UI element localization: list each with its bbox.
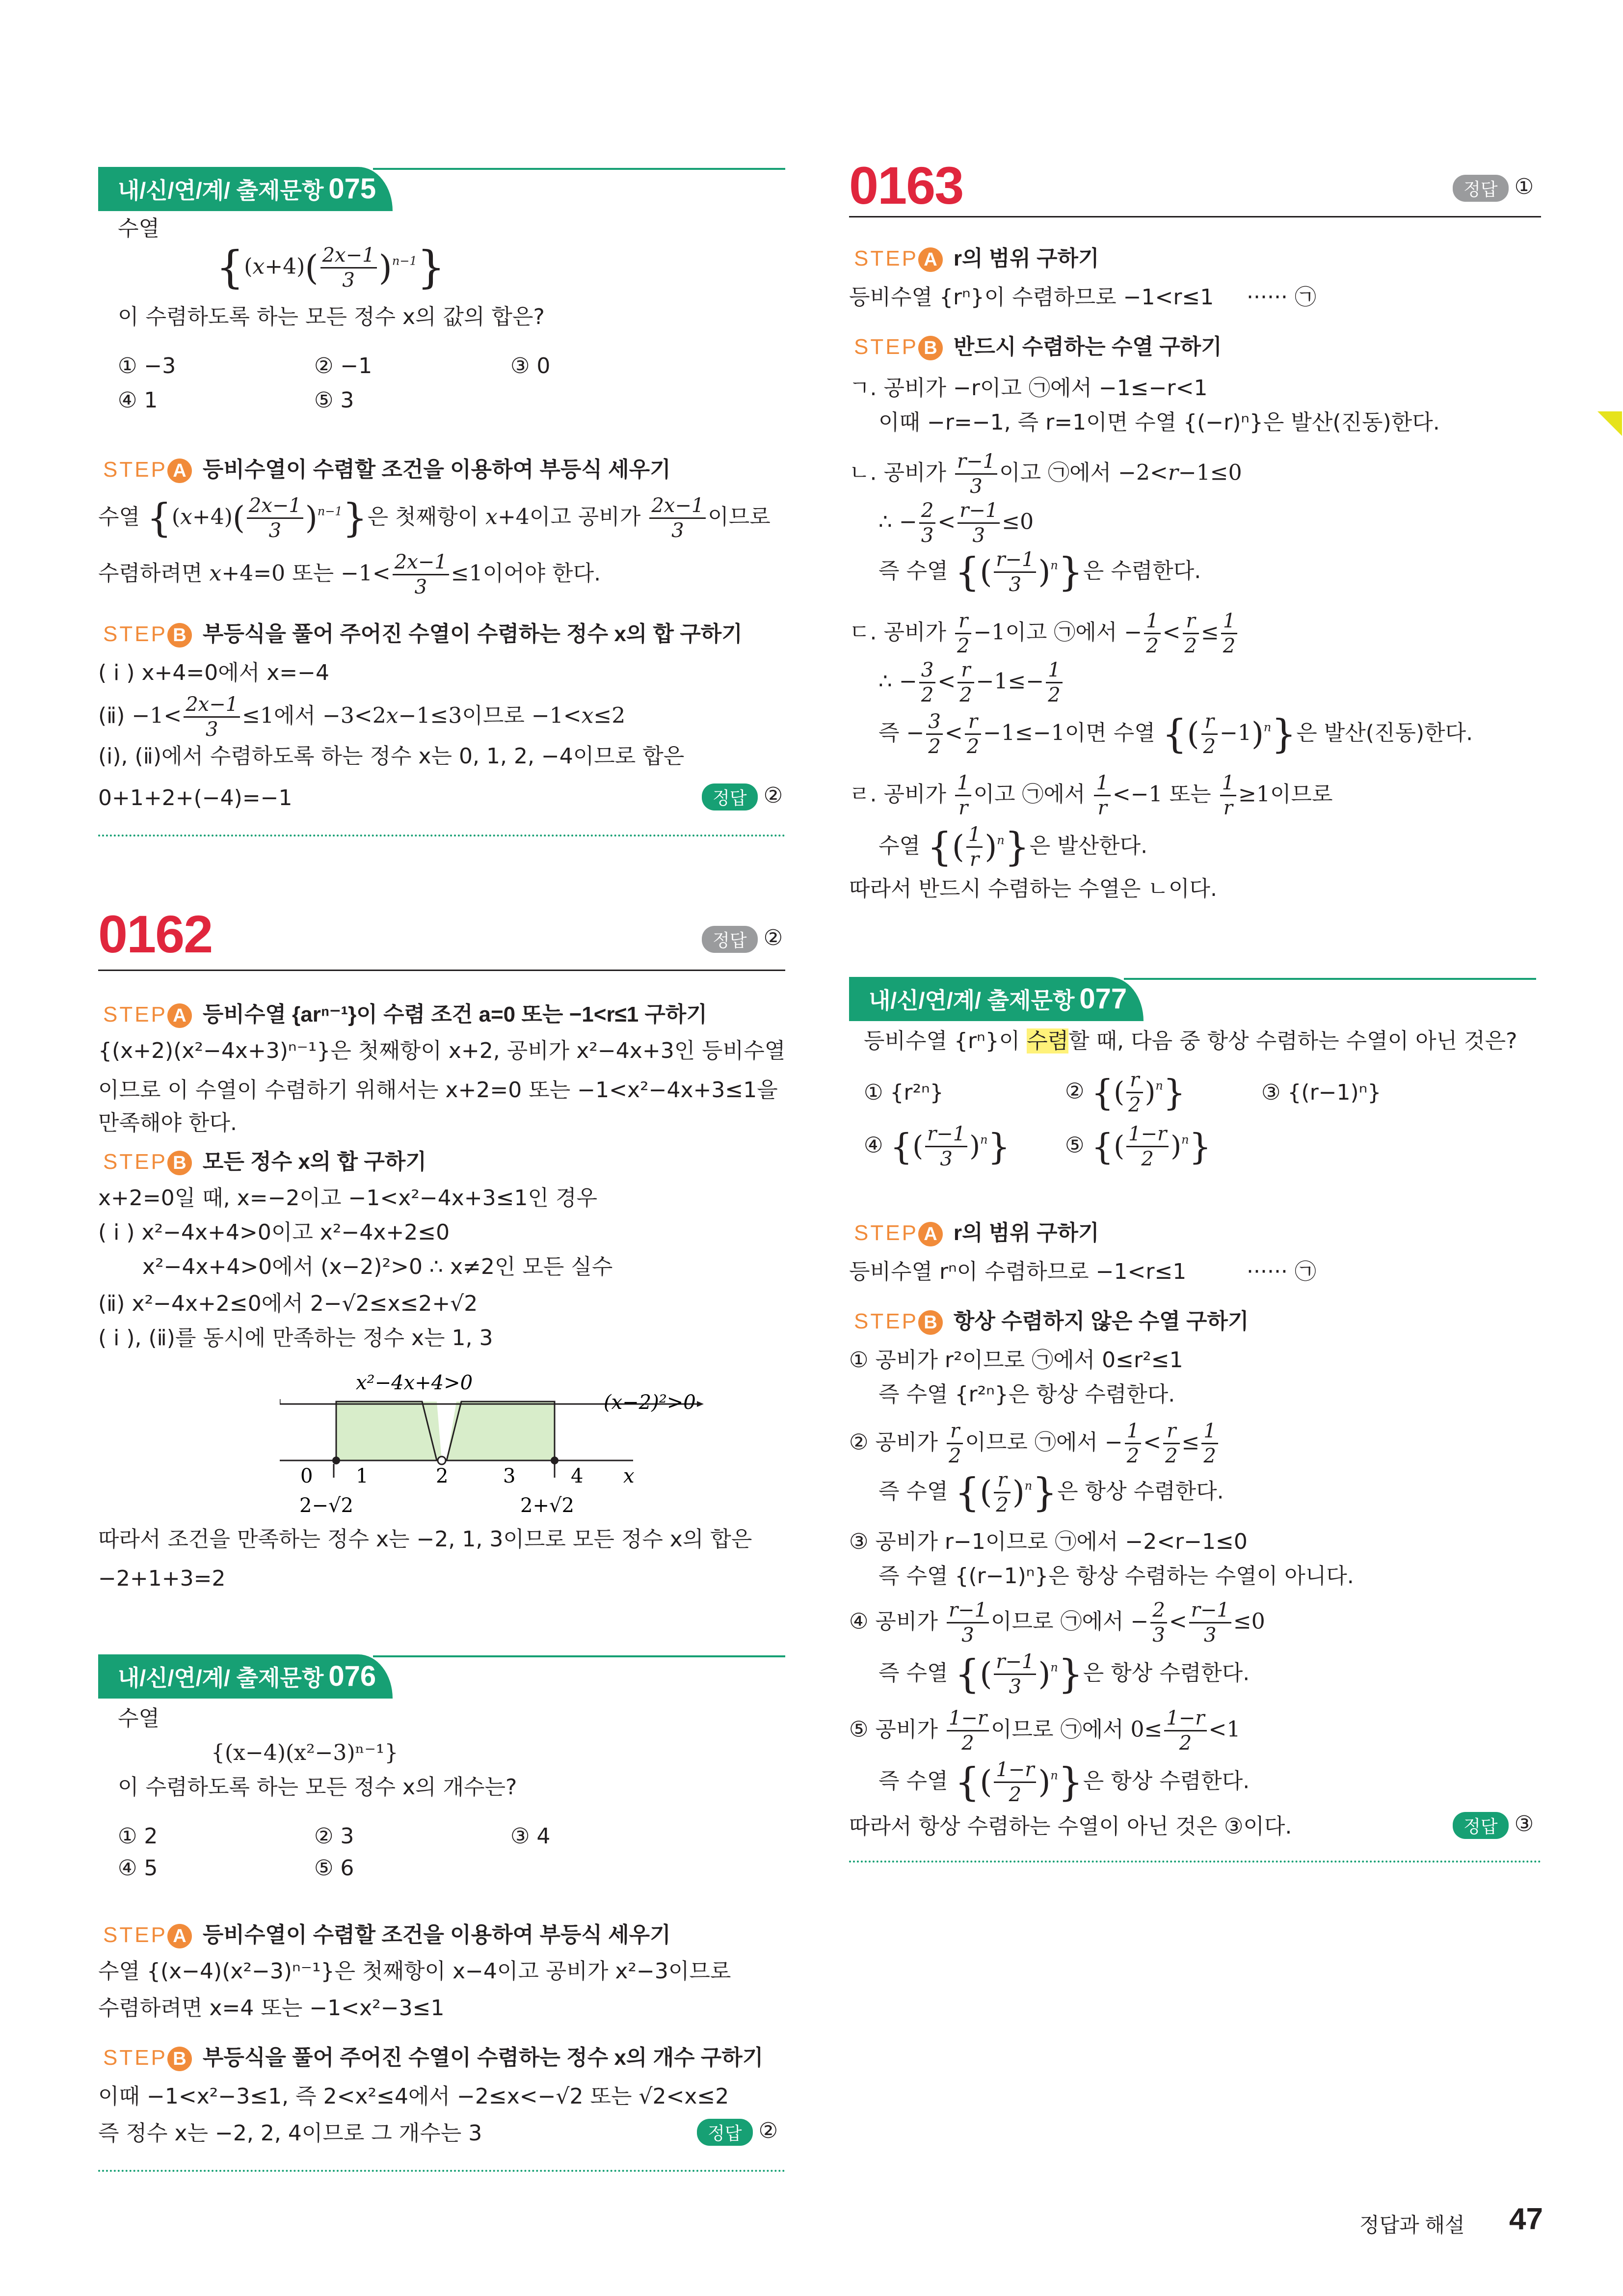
step-b-heading [854,1303,1249,1335]
line: ∴ − $\frac{3}{2}$ < $\frac{r}{2}$ −1≤− $\frac{1}{2}$ [878,660,1064,705]
step-title: 등비수열이 수렴할 조건을 이용하여 부등식 세우기 [202,1923,671,1947]
problem-number-0163: 0163 [849,156,963,215]
line: ㄴ. 공비가 $\frac{r-1}{3}$ 이고 ㉠에서 −2<r−1≤0 [849,450,1242,498]
answer-075 [702,783,783,810]
banner-prefix: 내/신/연/계/ 출제문항 [869,988,1075,1013]
line: ㄹ. 공비가 $\frac{1}{r}$ 이고 ㉠에서 $\frac{1}{r}$ <−1 또는 $\frac{1}{r}$ ≥1이므로 [849,772,1333,819]
choice-3[interactable]: ③ 0 [510,353,551,378]
line: 즉 정수 x는 −2, 2, 4이므로 그 개수는 3 [98,2121,482,2146]
choice-4[interactable]: ④ 1 [118,388,158,413]
answer-value: ② [763,925,783,950]
step-letter-icon: A [918,1222,943,1246]
step-word: STEP [854,246,918,270]
sequence-formula: {(x−4)(x²−3)ⁿ⁻¹} [211,1740,399,1765]
answer-value: ① [1514,174,1534,199]
result: 은 항상 수렴한다. [1083,1768,1250,1794]
line: ∴ − $\frac{2}{3}$ < $\frac{r-1}{3}$ ≤0 [878,499,1034,547]
answer-badge: 정답 [1453,175,1509,202]
step-letter-icon: B [167,623,192,648]
section-banner-077 [849,977,1536,1021]
choice-5[interactable]: ⑤ {( $\frac{1-r}{2}$ )$^n$} [1065,1123,1212,1170]
axis-label: x [623,1465,635,1487]
section-divider [849,1861,1541,1863]
step-title: 항상 수렴하지 않은 수열 구하기 [953,1309,1249,1333]
question-text [864,1028,1517,1054]
open-point [438,1457,446,1464]
answer-value: ③ [1514,1811,1534,1837]
banner-tab [98,167,393,211]
step-title: 등비수열 {arⁿ⁻¹}이 수렴 조건 a=0 또는 −1<r≤1 구하기 [202,1002,707,1026]
step-word: STEP [103,1923,167,1947]
line: 즉 수열 {r²ⁿ}은 항상 수렴한다. [878,1382,1175,1407]
tick-label: 3 [503,1465,516,1487]
tick-label: 4 [571,1465,584,1487]
choice-4[interactable]: ④ 5 [118,1856,158,1881]
banner-prefix: 내/신/연/계/ 출제문항 [118,1665,324,1691]
line: 이므로 이 수열이 수렴하기 위해서는 x+2=0 또는 −1<x²−4x+3≤1을 [98,1078,778,1103]
step-letter-icon: B [167,2047,192,2071]
choice-4[interactable]: ④ {( $\frac{r-1}{3}$ )$^n$} [864,1123,1011,1170]
choice-3[interactable]: ③ {(r−1)ⁿ} [1261,1080,1382,1105]
step-b-heading [103,1144,426,1175]
choice-5[interactable]: ⑤ 6 [314,1856,354,1881]
line: 즉 수열 {( $\frac{r-1}{3}$ )$^n$}은 항상 수렴한다. [878,1650,1250,1698]
page-number: 47 [1509,2202,1543,2236]
line: 수열 {( $\frac{1}{r}$ )$^n$}은 발산한다. [878,823,1148,871]
line: 즉 수열 {( $\frac{r-1}{3}$ )$^n$}은 수렴한다. [878,548,1201,596]
step-a-heading [854,1215,1099,1246]
left-root-label: 2−√2 [299,1494,353,1517]
answer-badge: 정답 [1453,1812,1509,1839]
choice-1[interactable]: ① {r²ⁿ} [864,1080,944,1105]
line: ( i ) x²−4x+4>0이고 x²−4x+2≤0 [98,1220,450,1245]
line: 이때 −1<x²−3≤1, 즉 2<x²≤4에서 −2≤x<−√2 또는 √2<x≤2 [98,2084,729,2109]
step-b-heading [103,616,743,648]
page-marker-icon [1597,411,1622,436]
tick-label: 0 [300,1465,313,1487]
line: {(x+2)(x²−4x+3)ⁿ⁻¹}은 첫째항이 x+2, 공비가 x²−4x+3인 등비수열 [98,1038,786,1063]
answer-077 [1453,1811,1534,1839]
header-rule [849,216,1541,217]
step-letter-icon: A [167,1003,192,1028]
line: ④ 공비가 $\frac{r-1}{3}$ 이므로 ㉠에서 − $\frac{2}{3}$ < $\frac{r-1}{3}$ ≤0 [849,1599,1265,1647]
right-root-label: 2+√2 [520,1494,574,1517]
tick-label: 1 [356,1465,369,1487]
line: 수렴하려면 x=4 또는 −1<x²−3≤1 [98,1996,445,2021]
step-letter-icon: B [918,1310,943,1335]
banner-line [373,168,785,170]
arrow-head [697,1401,704,1407]
line: 수열 {(x−4)(x²−3)ⁿ⁻¹}은 첫째항이 x−4이고 공비가 x²−3이므로 [98,1959,731,1984]
top-label: x²−4x+4>0 [356,1372,473,1394]
line: 즉 수열 {( $\frac{r}{2}$ )$^n$}은 항상 수렴한다. [878,1469,1224,1516]
answer-value: ② [758,2118,778,2143]
step-letter-icon: A [918,247,943,272]
sequence-formula: {(x+4)( $\frac{2x-1}{3}$ )$^{n-1}$} [216,242,446,294]
line: 등비수열 {rⁿ}이 수렴하므로 −1<r≤1 [849,285,1214,310]
step-title: r의 범위 구하기 [953,246,1099,270]
question-post: 할 때, 다음 중 항상 수렴하는 수열이 아닌 것은? [1068,1028,1517,1053]
step-a-heading [854,241,1099,272]
step-a-line-2: 수렴하려면 x+4=0 또는 −1< $\frac{2x-1}{3}$ ≤1이어야 한다. [98,551,601,598]
mark: ······ ㉠ [1247,285,1316,310]
answer-badge: 정답 [697,2119,753,2146]
answer-badge: 정답 [702,783,758,810]
answer-076 [697,2118,778,2146]
tick-label: 2 [436,1465,449,1487]
footer-label: 정답과 해설 [1359,2214,1465,2237]
line: 이때 −r=−1, 즉 r=1이면 수열 {(−r)ⁿ}은 발산(진동)한다. [878,410,1440,435]
banner-number: 077 [1079,983,1127,1015]
step-word: STEP [103,1002,167,1026]
section-banner-075 [98,167,785,211]
section-divider [98,835,785,837]
step-letter-icon: B [167,1151,192,1175]
step-b-line-4: 0+1+2+(−4)=−1 [98,785,293,810]
region-right [447,1402,555,1460]
step-b-heading [854,329,1222,360]
answer-0162 [702,925,783,953]
section-divider [98,2170,785,2172]
mark: ······ ㉠ [1247,1259,1316,1284]
banner-number: 076 [328,1660,376,1692]
step-letter-icon: A [167,459,192,483]
step-word: STEP [103,458,167,482]
answer-0163 [1453,174,1534,202]
step-title: 모든 정수 x의 합 구하기 [202,1150,426,1174]
step-title: r의 범위 구하기 [953,1221,1099,1245]
step-b-line-3: (ⅰ), (ⅱ)에서 수렴하도록 하는 정수 x는 0, 1, 2, −4이므로 합은 [98,744,685,769]
step-word: STEP [854,335,918,359]
line: 즉 − $\frac{3}{2}$ < $\frac{r}{2}$ −1≤−1이면 수열 {( $\frac{r}{2}$ −1)$^n$}은 발산(진동)한다. [878,710,1473,758]
result: 은 항상 수렴한다. [1083,1660,1250,1686]
step-a-heading [103,1917,671,1948]
answer-value: ② [763,783,783,808]
region-left [336,1402,442,1460]
number-line-diagram [280,1360,761,1522]
question-text: 이 수렴하도록 하는 모든 정수 x의 값의 합은? [118,304,545,329]
question-pre: 등비수열 {rⁿ}이 [864,1028,1027,1053]
step-word: STEP [103,2046,167,2070]
banner-line [1124,978,1536,980]
line: (ⅱ) x²−4x+2≤0에서 2−√2≤x≤2+√2 [98,1291,478,1316]
step-a-heading [103,452,671,483]
step-word: STEP [103,1150,167,1174]
banner-number: 075 [328,173,376,205]
choice-1[interactable]: ① 2 [118,1824,158,1849]
right-root-dot [551,1457,559,1464]
line: ② 공비가 $\frac{r}{2}$ 이므로 ㉠에서 − $\frac{1}{2}$ < $\frac{r}{2}$ ≤ $\frac{1}{2}$ [849,1421,1220,1466]
line: 즉 수열 {(r−1)ⁿ}은 항상 수렴하는 수열이 아니다. [878,1564,1354,1589]
line: ( i ), (ⅱ)를 동시에 만족하는 정수 x는 1, 3 [98,1325,493,1351]
line: x+2=0일 때, x=−2이고 −1<x²−4x+3≤1인 경우 [98,1186,598,1211]
step-title: 부등식을 풀어 주어진 수열이 수렴하는 정수 x의 개수 구하기 [202,2046,764,2070]
right-label: (x−2)²>0 [604,1391,696,1414]
problem-number-0162: 0162 [98,904,213,964]
line: ③ 공비가 r−1이므로 ㉠에서 −2<r−1≤0 [849,1529,1248,1554]
choice-2[interactable]: ② −1 [314,353,372,378]
line: 등비수열 rⁿ이 수렴하므로 −1<r≤1 [849,1259,1187,1284]
prompt-text: 수열 [118,216,160,241]
conclusion-1: 따라서 조건을 만족하는 정수 x는 −2, 1, 3이므로 모든 정수 x의 합은 [98,1527,752,1552]
step-title: 반드시 수렴하는 수열 구하기 [953,335,1222,359]
banner-prefix: 내/신/연/계/ 출제문항 [118,178,324,203]
line: 즉 수열 {( $\frac{1-r}{2}$ )$^n$}은 항상 수렴한다. [878,1758,1250,1806]
line: ㄷ. 공비가 $\frac{r}{2}$ −1이고 ㉠에서 − $\frac{1}{2}$ < $\frac{r}{2}$ ≤ $\frac{1}{2}$ [849,611,1239,656]
choice-2[interactable]: ② 3 [314,1824,354,1849]
step-b-line-2: (ⅱ) −1< $\frac{2x-1}{3}$ ≤1에서 −3<2x−1≤3이므로 −1<x≤2 [98,693,626,741]
choice-1[interactable]: ① −3 [118,353,176,378]
choice-2[interactable]: ② {( $\frac{r}{2}$ )$^n$} [1065,1069,1186,1116]
step-word: STEP [103,622,167,646]
choice-3[interactable]: ③ 4 [510,1824,551,1849]
step-title: 부등식을 풀어 주어진 수열이 수렴하는 정수 x의 합 구하기 [202,622,743,646]
question-text: 이 수렴하도록 하는 모든 정수 x의 개수는? [118,1775,517,1800]
step-letter-icon: B [918,336,943,360]
conclusion-2: −2+1+3=2 [98,1566,226,1591]
banner-tab [98,1654,393,1699]
result: 은 수렴한다. [1083,558,1201,584]
step-letter-icon: A [167,1924,192,1948]
step-b-heading [103,2040,763,2071]
conclusion: 따라서 반드시 수렴하는 수열은 ㄴ이다. [849,876,1217,901]
step-a-line-1: 수열 {(x+4)( $\frac{2x-1}{3}$ )$^{n-1}$}은 첫째항이 x+4이고 공비가 $\frac{2x-1}{3}$ 이므로 [98,494,771,542]
left-root-dot [332,1457,340,1464]
banner-tab [849,977,1144,1021]
step-a-heading [103,997,707,1028]
conclusion: 따라서 항상 수렴하는 수열이 아닌 것은 ③이다. [849,1814,1292,1839]
step-b-line-1: ( i ) x+4=0에서 x=−4 [98,660,330,685]
section-banner-076 [98,1654,785,1699]
step-title: 등비수열이 수렴할 조건을 이용하여 부등식 세우기 [202,458,671,482]
line: x²−4x+4>0에서 (x−2)²>0 ∴ x≠2인 모든 실수 [142,1254,613,1279]
line: ⑤ 공비가 $\frac{1-r}{2}$ 이므로 ㉠에서 0≤ $\frac{1-r}{2}$ <1 [849,1707,1241,1755]
choice-5[interactable]: ⑤ 3 [314,388,354,413]
step-word: STEP [854,1221,918,1245]
line: ① 공비가 r²이므로 ㉠에서 0≤r²≤1 [849,1348,1183,1373]
answer-badge: 정답 [702,926,758,953]
banner-line [373,1655,785,1657]
prompt-text: 수열 [118,1706,160,1731]
step-word: STEP [854,1309,918,1333]
result: 은 항상 수렴한다. [1057,1479,1224,1504]
line: ㄱ. 공비가 −r이고 ㉠에서 −1≤−r<1 [849,376,1208,401]
line: 만족해야 한다. [98,1110,237,1135]
header-rule [98,970,785,971]
highlight: 수렴 [1027,1028,1069,1053]
result: 은 발산한다. [1029,833,1148,859]
